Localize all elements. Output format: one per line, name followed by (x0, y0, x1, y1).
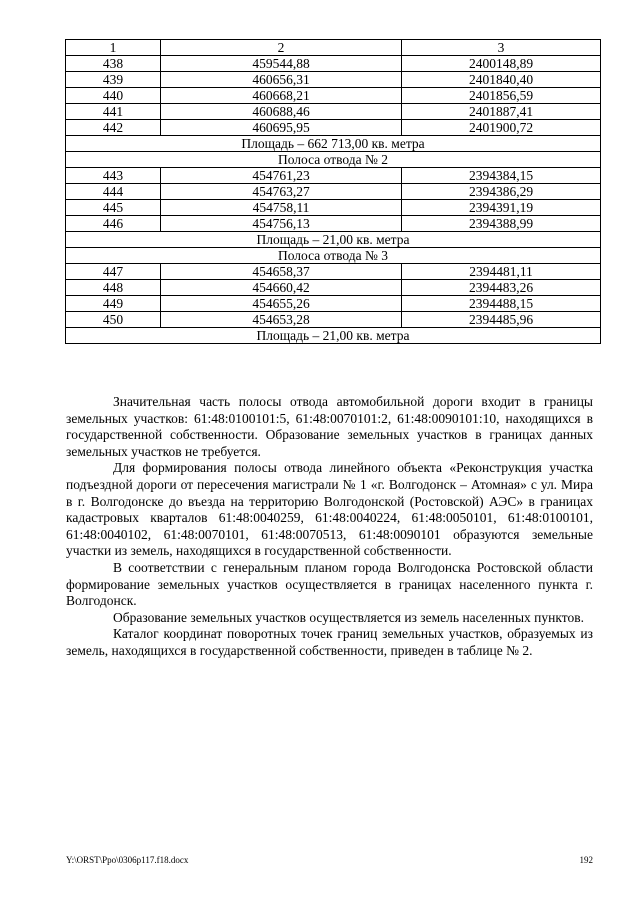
y-coordinate-cell: 2394384,15 (402, 168, 601, 184)
x-coordinate-cell: 454658,37 (161, 264, 402, 280)
page-footer (66, 855, 593, 865)
table-row (66, 88, 601, 104)
point-number-cell: 441 (66, 104, 161, 120)
point-number-cell: 447 (66, 264, 161, 280)
table-section-row (66, 232, 601, 248)
table-row (66, 120, 601, 136)
x-coordinate-cell: 460688,46 (161, 104, 402, 120)
table-row (66, 200, 601, 216)
y-coordinate-cell: 2400148,89 (402, 56, 601, 72)
x-coordinate-cell: 460656,31 (161, 72, 402, 88)
table-body (66, 56, 601, 344)
coordinates-table (65, 39, 601, 344)
x-coordinate-cell: 454660,42 (161, 280, 402, 296)
table-row (66, 104, 601, 120)
point-number-cell: 449 (66, 296, 161, 312)
point-number-cell: 448 (66, 280, 161, 296)
table-row (66, 296, 601, 312)
section-label-cell: Площадь – 21,00 кв. метра (66, 232, 601, 248)
point-number-cell: 443 (66, 168, 161, 184)
section-label-cell: Площадь – 662 713,00 кв. метра (66, 136, 601, 152)
x-coordinate-cell: 454763,27 (161, 184, 402, 200)
section-label-cell: Полоса отвода № 3 (66, 248, 601, 264)
table-section-row (66, 136, 601, 152)
section-label-cell: Полоса отвода № 2 (66, 152, 601, 168)
table-row (66, 312, 601, 328)
point-number-cell: 442 (66, 120, 161, 136)
y-coordinate-cell: 2394485,96 (402, 312, 601, 328)
table-row (66, 168, 601, 184)
footer-file-path: Y:\ORST\Ppo\0306p117.f18.docx (66, 855, 189, 865)
x-coordinate-cell: 459544,88 (161, 56, 402, 72)
table-row (66, 264, 601, 280)
y-coordinate-cell: 2401840,40 (402, 72, 601, 88)
x-coordinate-cell: 460668,21 (161, 88, 402, 104)
x-coordinate-cell: 454653,28 (161, 312, 402, 328)
y-coordinate-cell: 2394483,26 (402, 280, 601, 296)
point-number-cell: 450 (66, 312, 161, 328)
point-number-cell: 446 (66, 216, 161, 232)
paragraph: Значительная часть полосы отвода автомобильной дороги входит в границы земельных участков: 61:48:0100101:5, 61:48:0070101:2, 61:48:0090101:10, находящихся в государственной собственности. Образование земельных участков в границах данных земельных участков не требуется. (66, 394, 593, 459)
table-row (66, 216, 601, 232)
header-cell-1: 1 (66, 40, 161, 56)
table-header-row (66, 40, 601, 56)
section-label-cell: Площадь – 21,00 кв. метра (66, 328, 601, 344)
point-number-cell: 440 (66, 88, 161, 104)
table-section-row (66, 152, 601, 168)
table-section-row (66, 248, 601, 264)
table-section-row (66, 328, 601, 344)
y-coordinate-cell: 2394488,15 (402, 296, 601, 312)
y-coordinate-cell: 2394391,19 (402, 200, 601, 216)
table-row (66, 56, 601, 72)
x-coordinate-cell: 454756,13 (161, 216, 402, 232)
y-coordinate-cell: 2401887,41 (402, 104, 601, 120)
body-text (66, 394, 593, 660)
x-coordinate-cell: 454761,23 (161, 168, 402, 184)
y-coordinate-cell: 2401856,59 (402, 88, 601, 104)
paragraph: Каталог координат поворотных точек границ земельных участков, образуемых из земель, находящихся в государственной собственности, приведен в таблице № 2. (66, 626, 593, 658)
header-cell-2: 2 (161, 40, 402, 56)
y-coordinate-cell: 2394481,11 (402, 264, 601, 280)
x-coordinate-cell: 454655,26 (161, 296, 402, 312)
header-cell-3: 3 (402, 40, 601, 56)
paragraph: Образование земельных участков осуществляется из земель населенных пунктов. (113, 609, 584, 625)
y-coordinate-cell: 2394388,99 (402, 216, 601, 232)
point-number-cell: 439 (66, 72, 161, 88)
paragraph: Для формирования полосы отвода линейного объекта «Реконструкция участка подъездной дороги от пересечения магистрали № 1 «г. Волгодонск – Атомная» с ул. Мира в г. Волгодонске до въезда на территорию Волгодонской (Ростовской) АЭС» в границах кадастровых кварталов 61:48:0040259, 61:48:0040224, 61:48:0050101, 61:48:0100101, 61:48:0040102, 61:48:0070101, 61:48:0070513, 61:48:0090101 образуются земельные участки из земель, находящихся в государственной собственности. (66, 460, 593, 559)
x-coordinate-cell: 460695,95 (161, 120, 402, 136)
footer-page-number: 192 (579, 855, 593, 865)
table-row (66, 72, 601, 88)
x-coordinate-cell: 454758,11 (161, 200, 402, 216)
paragraph: В соответствии с генеральным планом города Волгодонска Ростовской области формирование земельных участков осуществляется в границах населенного пункта г. Волгодонск. (66, 559, 593, 609)
table-row (66, 280, 601, 296)
point-number-cell: 444 (66, 184, 161, 200)
y-coordinate-cell: 2394386,29 (402, 184, 601, 200)
y-coordinate-cell: 2401900,72 (402, 120, 601, 136)
point-number-cell: 445 (66, 200, 161, 216)
point-number-cell: 438 (66, 56, 161, 72)
table-row (66, 184, 601, 200)
